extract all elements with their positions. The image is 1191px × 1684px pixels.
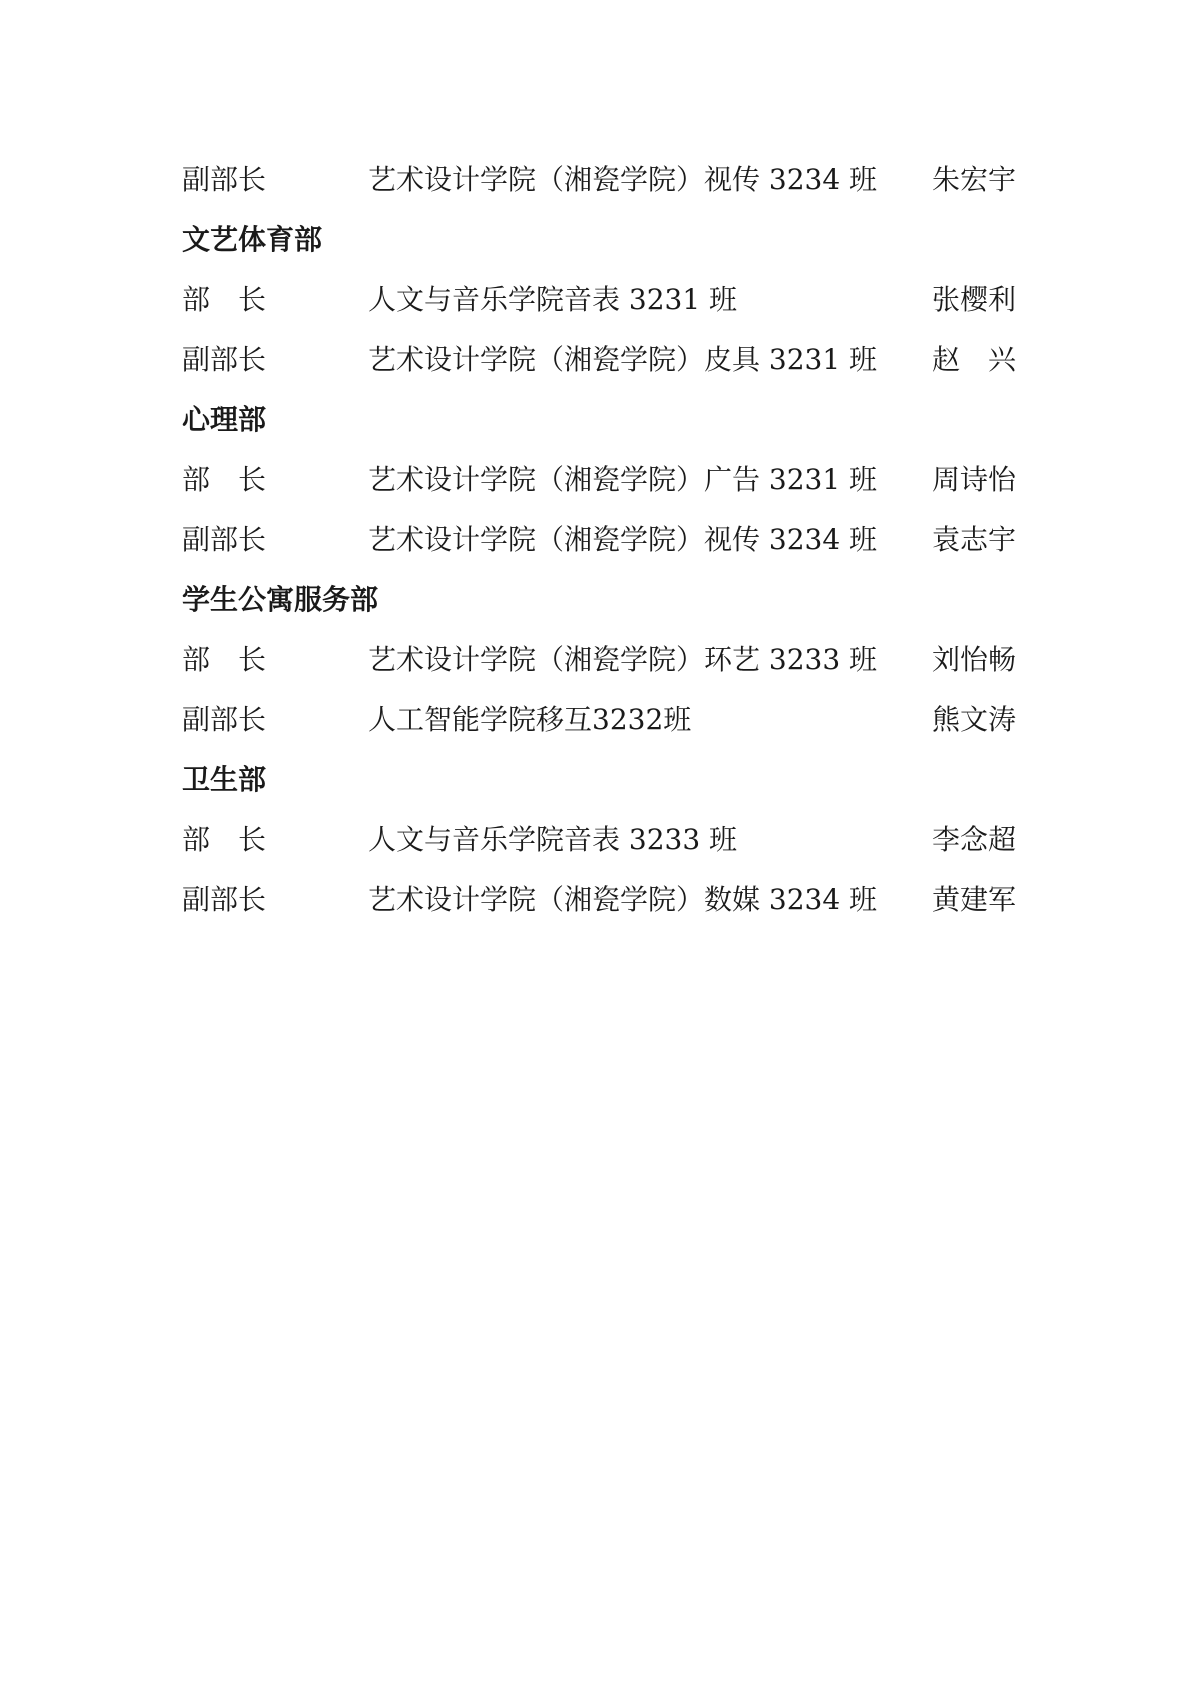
member-name: 张樱利 (932, 283, 1017, 316)
department-heading: 文艺体育部 (182, 223, 323, 256)
member-name: 黄建军 (932, 883, 1017, 916)
member-role: 部 长 (182, 823, 267, 856)
department-heading: 心理部 (182, 403, 267, 436)
member-class: 艺术设计学院（湘瓷学院）广告 3231 班 (368, 463, 878, 496)
member-class: 艺术设计学院（湘瓷学院）视传 3234 班 (368, 523, 878, 556)
member-class: 艺术设计学院（湘瓷学院）数媒 3234 班 (368, 883, 878, 916)
member-name: 周诗怡 (932, 463, 1017, 496)
member-name: 赵 兴 (932, 343, 1017, 376)
member-role: 副部长 (182, 523, 267, 556)
member-name: 刘怡畅 (932, 643, 1017, 676)
member-role: 副部长 (182, 883, 267, 916)
member-row (0, 700, 1191, 740)
member-row (0, 820, 1191, 860)
member-row (0, 640, 1191, 680)
member-class: 人文与音乐学院音表 3231 班 (368, 283, 738, 316)
member-name: 袁志宇 (932, 523, 1017, 556)
member-role: 副部长 (182, 703, 267, 736)
member-name: 李念超 (932, 823, 1017, 856)
member-name: 熊文涛 (932, 703, 1017, 736)
member-role: 部 长 (182, 463, 267, 496)
member-role: 部 长 (182, 643, 267, 676)
member-row (0, 460, 1191, 500)
member-name: 朱宏宇 (932, 163, 1017, 196)
member-row (0, 880, 1191, 920)
member-class: 人文与音乐学院音表 3233 班 (368, 823, 738, 856)
department-heading: 学生公寓服务部 (182, 583, 379, 616)
member-row (0, 280, 1191, 320)
member-row (0, 340, 1191, 380)
member-role: 部 长 (182, 283, 267, 316)
member-role: 副部长 (182, 343, 267, 376)
member-class: 人工智能学院移互3232班 (368, 703, 692, 736)
member-class: 艺术设计学院（湘瓷学院）环艺 3233 班 (368, 643, 878, 676)
member-class: 艺术设计学院（湘瓷学院）视传 3234 班 (368, 163, 878, 196)
member-row (0, 160, 1191, 200)
department-heading: 卫生部 (182, 763, 267, 796)
member-role: 副部长 (182, 163, 267, 196)
member-class: 艺术设计学院（湘瓷学院）皮具 3231 班 (368, 343, 878, 376)
member-row (0, 520, 1191, 560)
